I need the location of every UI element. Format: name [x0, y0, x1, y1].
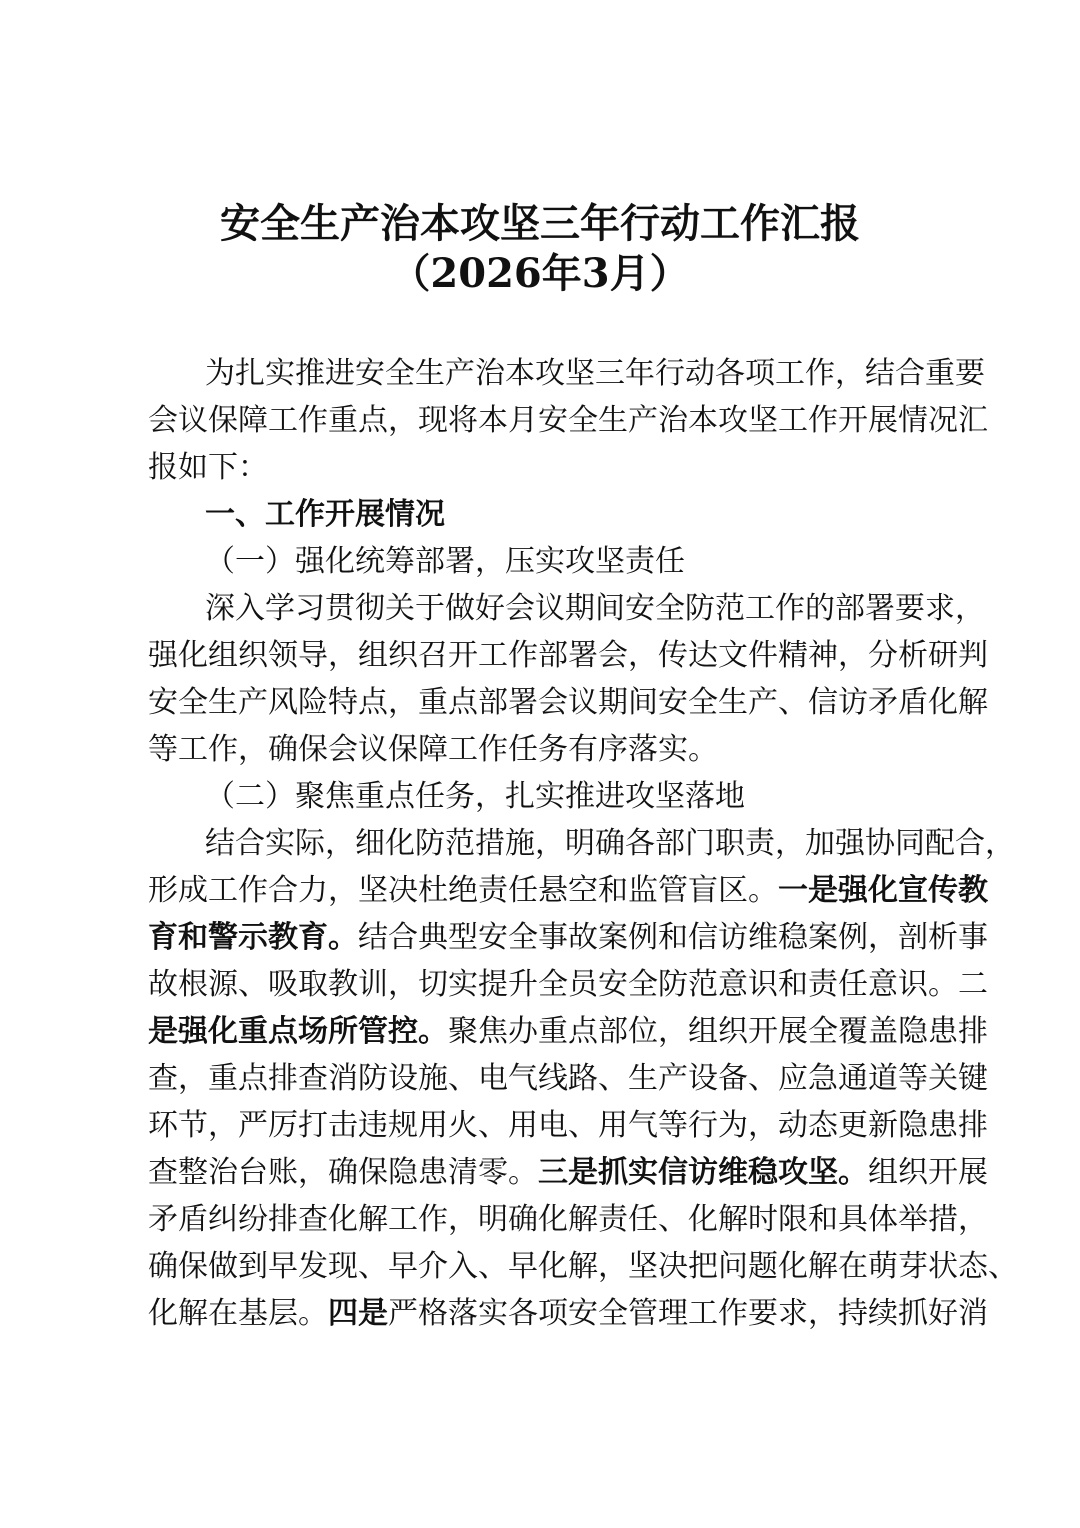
document-subtitle: （2026年3月） [390, 250, 690, 297]
paragraph-line [148, 1055, 988, 1102]
paragraph-line [148, 961, 988, 1008]
paragraph-line [148, 1008, 988, 1055]
paragraph-line [148, 820, 1015, 867]
text: （一）强化统筹部署，压实攻坚责任 [205, 544, 685, 579]
paragraph-line [148, 1243, 1018, 1290]
paragraph-line [148, 585, 985, 632]
paragraph-line [148, 726, 945, 773]
text: 严格落实各项安全管理工作要求，持续抓好消 [388, 1296, 988, 1331]
text: 组织开展 [868, 1155, 988, 1190]
paragraph-line [148, 867, 988, 914]
text: 结合实际，细化防范措施，明确各部门职责，加强协同配合， [205, 826, 1015, 861]
bold-text: 是强化重点场所管控。 [148, 1014, 448, 1049]
text: 会议保障工作重点，现将本月安全生产治本攻坚工作开展情况汇 [148, 403, 988, 438]
text: 等工作，确保会议保障工作任务有序落实。 [148, 732, 718, 767]
text: 形成工作合力，坚决杜绝责任悬空和监管盲区。 [148, 873, 778, 908]
paragraph-line [148, 679, 988, 726]
paragraph-line [148, 350, 985, 397]
paragraph-line [148, 397, 988, 444]
text: 化解在基层。 [148, 1296, 328, 1331]
bold-text: 一、工作开展情况 [205, 497, 445, 532]
text: 确保做到早发现、早介入、早化解，坚决把问题化解在萌芽状态、 [148, 1249, 1018, 1284]
bold-text: 育和警示教育。 [148, 920, 358, 955]
text: 聚焦办重点部位，组织开展全覆盖隐患排 [448, 1014, 988, 1049]
document-title: 安全生产治本攻坚三年行动工作汇报 [220, 200, 860, 247]
text: 强化组织领导，组织召开工作部署会，传达文件精神，分析研判 [148, 638, 988, 673]
text: 为扎实推进安全生产治本攻坚三年行动各项工作，结合重要 [205, 356, 985, 391]
paragraph-line [148, 1102, 988, 1149]
section-heading [148, 491, 945, 538]
paragraph-line [148, 914, 988, 961]
text: 故根源、吸取教训，切实提升全员安全防范意识和责任意识。二 [148, 967, 988, 1002]
bold-text: 四是 [328, 1296, 388, 1331]
text: 矛盾纠纷排查化解工作，明确化解责任、化解时限和具体举措， [148, 1202, 988, 1237]
text: 结合典型安全事故案例和信访维稳案例，剖析事 [358, 920, 988, 955]
paragraph-line [148, 1290, 988, 1337]
text: 安全生产风险特点，重点部署会议期间安全生产、信访矛盾化解 [148, 685, 988, 720]
subsection-heading [148, 538, 945, 585]
subsection-heading [148, 773, 945, 820]
text: （二）聚焦重点任务，扎实推进攻坚落地 [205, 779, 745, 814]
bold-text: 三是抓实信访维稳攻坚。 [538, 1155, 868, 1190]
text: 环节，严厉打击违规用火、用电、用气等行为，动态更新隐患排 [148, 1108, 988, 1143]
text: 查，重点排查消防设施、电气线路、生产设备、应急通道等关键 [148, 1061, 988, 1096]
paragraph-line [148, 444, 945, 491]
document-body [148, 350, 1018, 1337]
text: 查整治台账，确保隐患清零。 [148, 1155, 538, 1190]
text: 深入学习贯彻关于做好会议期间安全防范工作的部署要求， [205, 591, 985, 626]
paragraph-line [148, 1149, 988, 1196]
bold-text: 一是强化宣传教 [778, 873, 988, 908]
paragraph-line [148, 632, 988, 679]
text: 报如下： [148, 450, 268, 485]
paragraph-line [148, 1196, 988, 1243]
